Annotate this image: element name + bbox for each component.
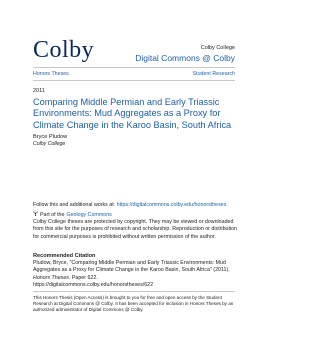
footer-text: This Honors Thesis (Open Access) is brought to you for free and open access by the Student Research at Digital Commons @ Colby. It has been accepted for inclusion in Honors Theses by an authorized administrator of Digital Commons @ Colby.: [33, 295, 234, 312]
publication-year: 2011: [33, 88, 45, 94]
student-research-link[interactable]: Student Research: [192, 71, 235, 77]
part-of-prefix: Part of the: [40, 211, 65, 218]
author-affiliation: Colby College: [33, 141, 66, 147]
citation-heading: Recommended Citation: [33, 253, 96, 259]
citation-paper: . Paper 622.: [68, 274, 98, 281]
citation-series: Honors Theses: [33, 274, 69, 281]
geology-commons-link[interactable]: Geology Commons: [66, 211, 112, 218]
repository-link[interactable]: Digital Commons @ Colby: [135, 53, 235, 63]
header-divider: [33, 67, 235, 68]
footer-divider: [33, 291, 235, 292]
author-name[interactable]: Bryce Pludow: [33, 134, 68, 140]
honors-theses-link[interactable]: Honors Theses: [33, 71, 69, 77]
citation-text: Pludow, Bryce, "Comparing Middle Permian and Early Triassic Environments: Mud Aggregates as a Proxy for Climate Change in the Karoo Basin, South Africa" (2011).: [33, 260, 230, 274]
follow-line: [33, 202, 238, 209]
nav-divider: [33, 80, 235, 81]
thesis-title[interactable]: Comparing Middle Permian and Early Triassic Environments: Mud Aggregates as a Proxy for Climate Change in the Karoo Basin, South Africa: [33, 97, 232, 130]
follow-prefix: Follow this and additional works at:: [33, 202, 117, 208]
institution-name: Colby College: [200, 45, 235, 51]
recommended-citation: [33, 260, 239, 289]
copyright-notice: Colby College theses are protected by copyright. They may be viewed or downloaded from this site for the purposes of research and scholarship. Reproduction or distribution for commercial purposes is prohibited without written permission of the author.: [33, 219, 238, 240]
follow-url-link[interactable]: https://digitalcommons.colby.edu/honorstheses: [116, 202, 227, 208]
colby-logo: Colby: [33, 37, 95, 63]
citation-url[interactable]: https://digitalcommons.colby.edu/honorstheses/622: [33, 281, 154, 288]
